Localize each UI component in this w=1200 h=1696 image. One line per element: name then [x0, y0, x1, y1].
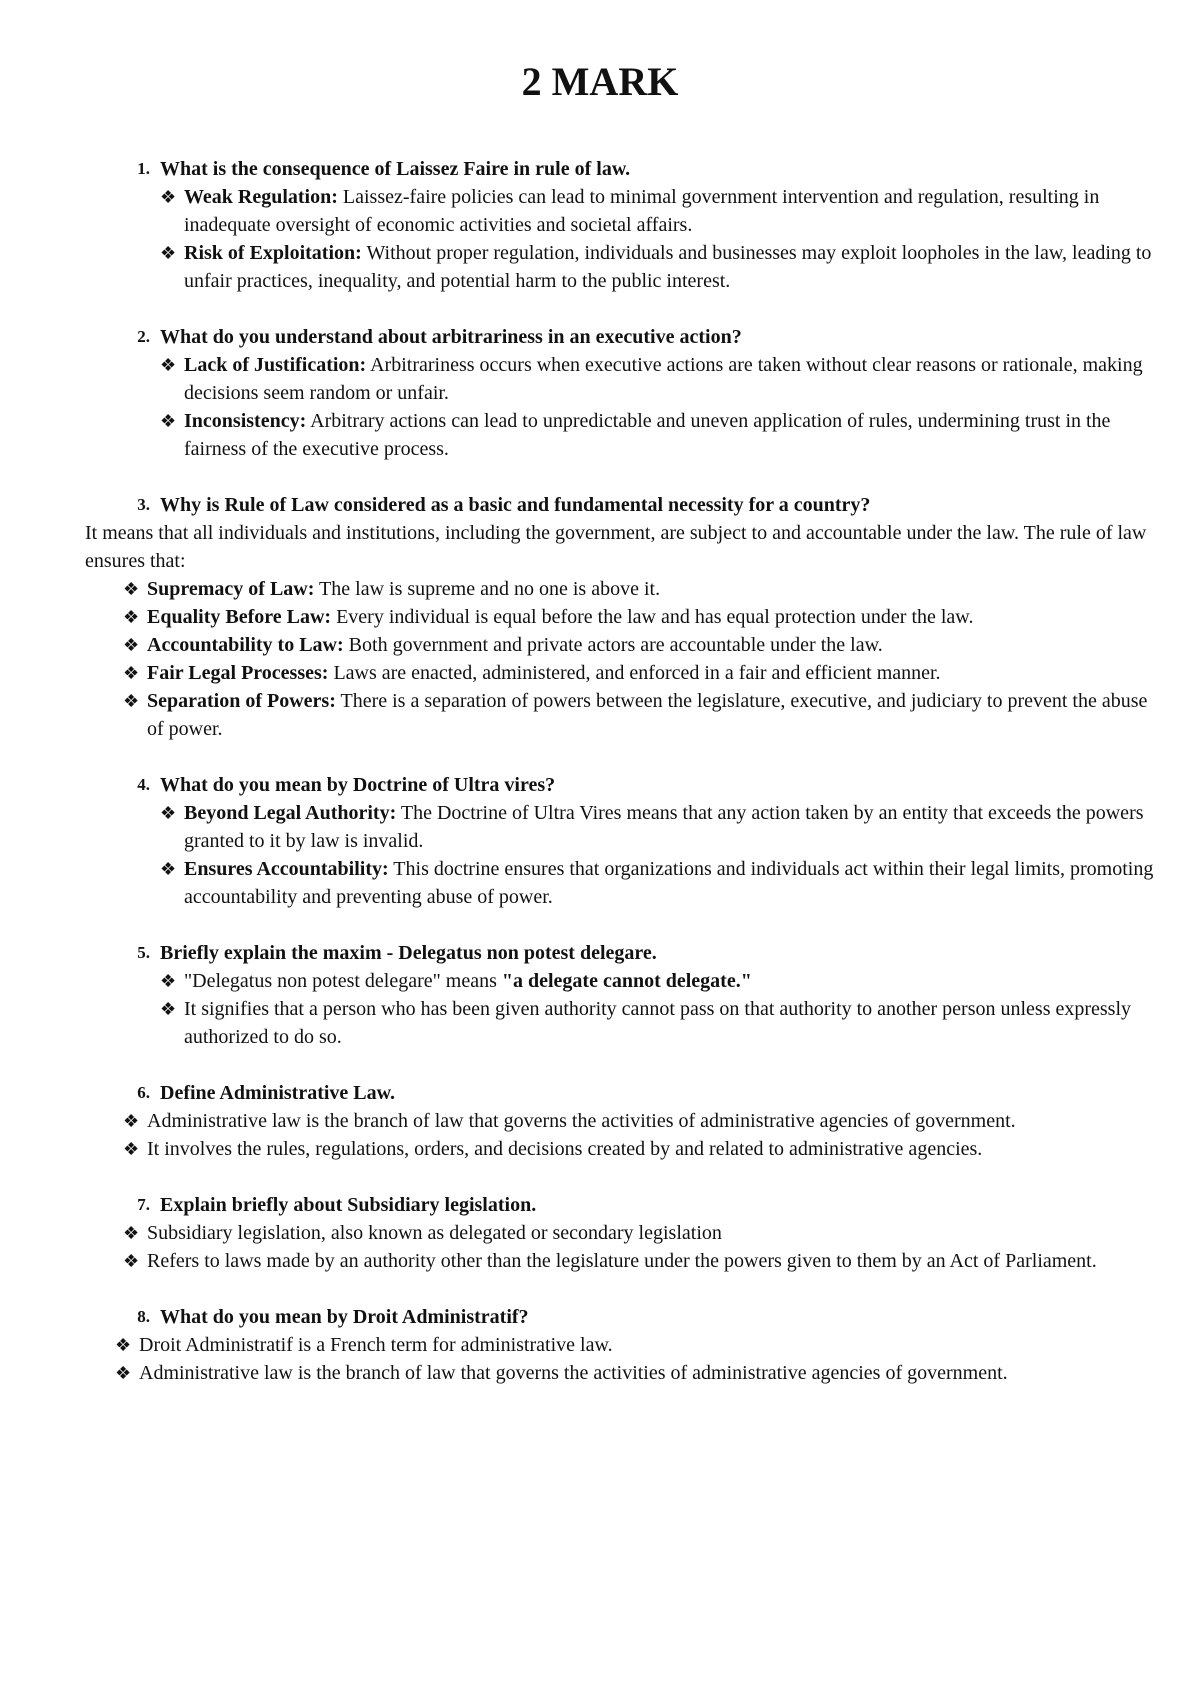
bullet-text: There is a separation of powers between the legislature, executive, and judiciary to prevent the abuse of power.	[147, 690, 1148, 740]
bullet-emphasis: "a delegate cannot delegate."	[501, 970, 752, 992]
question-2	[85, 323, 1165, 463]
bullet-item	[85, 855, 1165, 911]
bullet-item	[85, 239, 1165, 295]
bullet-item	[85, 967, 1165, 995]
question-number: 1.	[137, 159, 150, 178]
bullet-item	[85, 575, 1165, 603]
diamond-bullet-icon: ❖	[160, 187, 177, 207]
diamond-bullet-icon: ❖	[160, 243, 177, 263]
bullet-text: Droit Administratif is a French term for administrative law.	[139, 1334, 613, 1356]
bullet-item	[85, 1247, 1165, 1275]
bullet-item	[85, 687, 1165, 743]
question-number: 6.	[137, 1083, 150, 1102]
bullet-text: Arbitrariness occurs when executive actions are taken without clear reasons or rationale, making decisions seem random or unfair.	[184, 354, 1143, 404]
question-heading	[85, 1079, 1165, 1107]
diamond-bullet-icon: ❖	[123, 1251, 140, 1271]
intro-paragraph: It means that all individuals and institutions, including the government, are subject to and accountable under the law. The rule of law ensures that:	[85, 522, 1147, 572]
bullet-text: Arbitrary actions can lead to unpredictable and uneven application of rules, undermining trust in the fairness of the executive process.	[184, 410, 1111, 460]
bullet-label: Ensures Accountability:	[184, 858, 389, 880]
question-number: 8.	[137, 1307, 150, 1326]
diamond-bullet-icon: ❖	[123, 635, 140, 655]
diamond-bullet-icon: ❖	[160, 803, 177, 823]
bullet-label: Weak Regulation:	[184, 186, 338, 208]
question-8	[85, 1303, 1165, 1387]
bullet-label: Separation of Powers:	[147, 690, 336, 712]
question-number: 4.	[137, 775, 150, 794]
diamond-bullet-icon: ❖	[115, 1363, 132, 1383]
bullet-label: Fair Legal Processes:	[147, 662, 329, 684]
question-heading	[85, 771, 1165, 799]
question-text: Define Administrative Law.	[160, 1082, 395, 1104]
question-text: What do you understand about arbitrariness in an executive action?	[160, 326, 742, 348]
diamond-bullet-icon: ❖	[160, 859, 177, 879]
bullet-text: Both government and private actors are accountable under the law.	[343, 634, 883, 656]
question-heading	[85, 1303, 1165, 1331]
question-number: 5.	[137, 943, 150, 962]
question-text: What do you mean by Droit Administratif?	[160, 1306, 529, 1328]
question-text: Briefly explain the maxim - Delegatus non potest delegare.	[160, 942, 657, 964]
bullet-item	[85, 1135, 1165, 1163]
question-7	[85, 1191, 1165, 1275]
diamond-bullet-icon: ❖	[160, 355, 177, 375]
diamond-bullet-icon: ❖	[160, 971, 177, 991]
bullet-text: It signifies that a person who has been given authority cannot pass on that authority to another person unless expressly authorized to do so.	[184, 998, 1132, 1048]
bullet-item	[85, 995, 1165, 1051]
page-title: 2 MARK	[521, 59, 679, 104]
question-list	[85, 155, 1165, 1415]
diamond-bullet-icon: ❖	[115, 1335, 132, 1355]
question-1	[85, 155, 1165, 295]
bullet-item	[85, 183, 1165, 239]
bullet-text: Every individual is equal before the law and has equal protection under the law.	[331, 606, 974, 628]
question-text: Explain briefly about Subsidiary legislation.	[160, 1194, 537, 1216]
bullet-label: Equality Before Law:	[147, 606, 332, 628]
diamond-bullet-icon: ❖	[123, 691, 140, 711]
bullet-label: Risk of Exploitation:	[184, 242, 362, 264]
bullet-label: Inconsistency:	[184, 410, 307, 432]
diamond-bullet-icon: ❖	[123, 579, 140, 599]
diamond-bullet-icon: ❖	[123, 607, 140, 627]
question-number: 3.	[137, 495, 150, 514]
bullet-text: It involves the rules, regulations, orders, and decisions created by and related to administrative agencies.	[147, 1138, 983, 1160]
bullet-text: Without proper regulation, individuals and businesses may exploit loopholes in the law, leading to unfair practices, inequality, and potential harm to the public interest.	[184, 242, 1152, 292]
diamond-bullet-icon: ❖	[123, 1223, 140, 1243]
question-4	[85, 771, 1165, 911]
bullet-text: The Doctrine of Ultra Vires means that any action taken by an entity that exceeds the powers granted to it by law is invalid.	[184, 802, 1144, 852]
bullet-item	[85, 351, 1165, 407]
bullet-item	[85, 799, 1165, 855]
question-heading	[85, 323, 1165, 351]
bullet-item	[85, 1331, 1165, 1359]
bullet-label: Accountability to Law:	[147, 634, 344, 656]
question-5	[85, 939, 1165, 1051]
bullet-item	[85, 407, 1165, 463]
bullet-item	[85, 603, 1165, 631]
bullet-item	[85, 631, 1165, 659]
question-text: What do you mean by Doctrine of Ultra vires?	[160, 774, 556, 796]
bullet-label: Beyond Legal Authority:	[184, 802, 397, 824]
diamond-bullet-icon: ❖	[123, 663, 140, 683]
question-heading	[85, 155, 1165, 183]
question-6	[85, 1079, 1165, 1163]
bullet-item	[85, 1107, 1165, 1135]
question-heading	[85, 1191, 1165, 1219]
bullet-text: Laissez-faire policies can lead to minimal government intervention and regulation, resulting in inadequate oversight of economic activities and societal affairs.	[184, 186, 1100, 236]
bullet-text: Refers to laws made by an authority other than the legislature under the powers given to them by an Act of Parliament.	[147, 1250, 1097, 1272]
bullet-text: The law is supreme and no one is above it.	[314, 578, 661, 600]
bullet-text: Subsidiary legislation, also known as delegated or secondary legislation	[147, 1222, 722, 1244]
question-3	[85, 491, 1165, 743]
question-heading	[85, 939, 1165, 967]
bullet-text: "Delegatus non potest delegare" means	[184, 970, 502, 992]
question-text: What is the consequence of Laissez Faire in rule of law.	[160, 158, 631, 180]
bullet-text: Administrative law is the branch of law that governs the activities of administrative agencies of government.	[139, 1362, 1008, 1384]
bullet-label: Supremacy of Law:	[147, 578, 315, 600]
bullet-text: Laws are enacted, administered, and enforced in a fair and efficient manner.	[328, 662, 941, 684]
bullet-text: Administrative law is the branch of law that governs the activities of administrative agencies of government.	[147, 1110, 1016, 1132]
question-number: 7.	[137, 1195, 150, 1214]
bullet-item	[85, 1359, 1165, 1387]
question-text: Why is Rule of Law considered as a basic and fundamental necessity for a country?	[160, 494, 871, 516]
bullet-item	[85, 1219, 1165, 1247]
question-number: 2.	[137, 327, 150, 346]
diamond-bullet-icon: ❖	[160, 411, 177, 431]
diamond-bullet-icon: ❖	[123, 1139, 140, 1159]
diamond-bullet-icon: ❖	[123, 1111, 140, 1131]
bullet-label: Lack of Justification:	[184, 354, 367, 376]
bullet-text: This doctrine ensures that organizations and individuals act within their legal limits, promoting accountability and preventing abuse of power.	[184, 858, 1154, 908]
diamond-bullet-icon: ❖	[160, 999, 177, 1019]
bullet-item	[85, 659, 1165, 687]
question-heading	[85, 491, 1165, 519]
